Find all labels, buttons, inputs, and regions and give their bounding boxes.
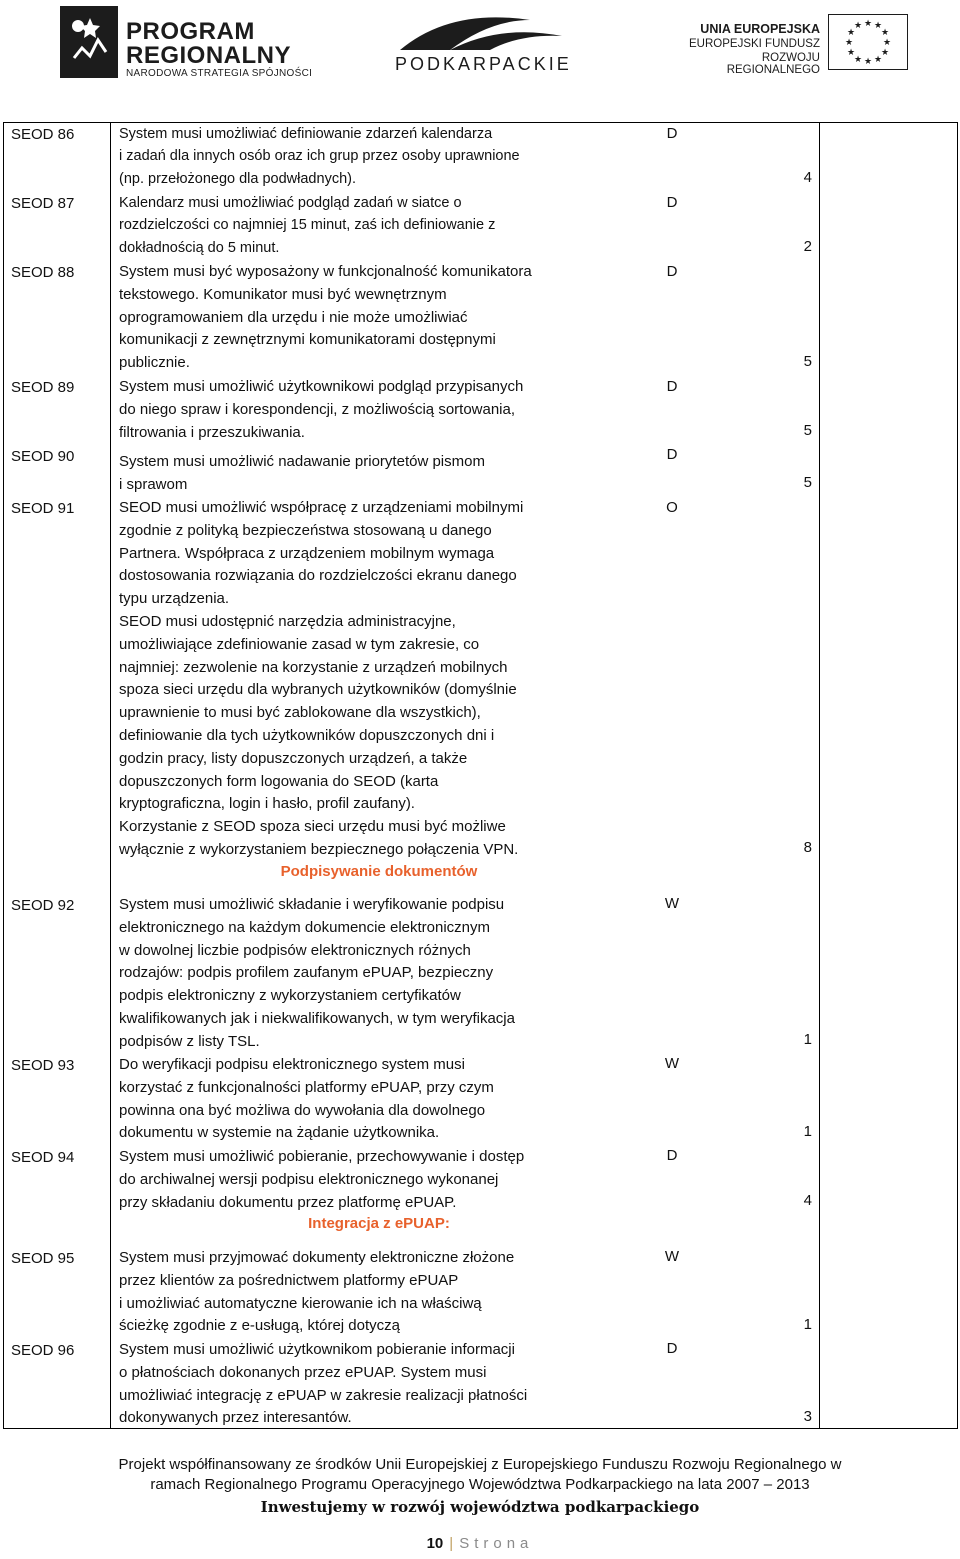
row-priority: W xyxy=(664,1055,680,1072)
description-line: SEOD musi umożliwić współpracę z urządzeniami mobilnymi xyxy=(119,499,524,516)
description-line: dokonywanych przez interesantów. xyxy=(119,1409,352,1427)
table-border-left xyxy=(3,122,4,1429)
footer-line2: ramach Regionalnego Programu Operacyjnego Województwa Podkarpackiego na lata 2007 – 2013 xyxy=(150,1476,810,1493)
section-title-signatures: Podpisywanie dokumentów xyxy=(280,863,478,880)
description-line: do archiwalnej wersji podpisu elektronicznego wykonanej xyxy=(119,1170,499,1188)
row-points: 1 xyxy=(803,1316,812,1333)
description-line: umożliwiające zdefiniowanie zasad w tym zakresie, co xyxy=(119,635,480,653)
podkarpackie-logo xyxy=(390,6,570,86)
svg-text:★: ★ xyxy=(873,21,883,31)
description-line: podpisów z listy TSL. xyxy=(119,1032,260,1050)
description-line: dostosowania rozwiązania do rozdzielczości ekranu danego xyxy=(119,567,517,585)
description-line: oprogramowaniem dla urzędu i nie może umożliwiać xyxy=(119,308,468,326)
row-description xyxy=(119,451,639,497)
description-line: definiowanie dla tych użytkowników dopuszczonych dni i xyxy=(119,726,495,744)
svg-text:★: ★ xyxy=(863,57,873,67)
description-line: SEOD musi udostępnić narzędzia administracyjne, xyxy=(119,612,456,630)
row-id: SEOD 93 xyxy=(11,1057,75,1074)
description-line: podpis elektroniczny z wykorzystaniem certyfikatów xyxy=(119,987,461,1005)
svg-text:★: ★ xyxy=(846,48,856,58)
description-line: typu urządzenia. xyxy=(119,590,230,608)
svg-text:★: ★ xyxy=(880,48,890,58)
row-priority: D xyxy=(666,125,678,142)
row-priority: O xyxy=(666,499,678,516)
description-line: System musi umożliwić nadawanie priorytetów pismom xyxy=(119,453,485,470)
row-description xyxy=(119,1054,639,1145)
description-line: dokładnością do 5 minut. xyxy=(119,239,280,256)
table-column-divider xyxy=(819,122,820,1429)
eu-logo-line1: UNIA EUROPEJSKA xyxy=(700,22,820,36)
svg-text:★: ★ xyxy=(844,38,854,48)
program-regionalny-logo xyxy=(48,4,318,84)
podkarpackie-logo-mark xyxy=(390,6,570,56)
description-line: wyłącznie z wykorzystaniem bezpiecznego połączenia VPN. xyxy=(119,840,519,858)
description-line: rozdzielczości co najmniej 15 minut, zaś ich definiowanie z xyxy=(119,217,496,234)
row-priority: D xyxy=(666,1147,678,1164)
row-priority: D xyxy=(666,263,678,280)
description-line: publicznie. xyxy=(119,354,190,372)
description-line: kwalifikowanych jak i niekwalifikowanych, w tym weryfikacja xyxy=(119,1009,515,1027)
program-logo-line2: REGIONALNY xyxy=(126,42,292,69)
row-points: 1 xyxy=(803,1031,812,1048)
svg-text:★: ★ xyxy=(882,38,892,48)
row-priority: D xyxy=(666,1340,678,1357)
description-line: dopuszczonych form logowania do SEOD (karta xyxy=(119,772,439,790)
row-description xyxy=(119,1146,639,1214)
description-line: dokumentu w systemie na żądanie użytkownika. xyxy=(119,1124,440,1142)
eu-logo-line3: ROZWOJU REGIONALNEGO xyxy=(726,52,820,76)
row-points: 1 xyxy=(803,1123,812,1140)
description-line: rodzajów: podpis profilem zaufanym ePUAP, bezpieczny xyxy=(119,964,494,982)
description-line: Partnera. Współpraca z urządzeniem mobilnym wymaga xyxy=(119,544,495,562)
footer-line1: Projekt współfinansowany ze środków Unii Europejskiej z Europejskiego Funduszu Rozwoju Regionalnego w xyxy=(118,1456,842,1473)
description-line: System musi przyjmować dokumenty elektroniczne złożone xyxy=(119,1249,515,1266)
eu-logo-line2: EUROPEJSKI FUNDUSZ xyxy=(689,38,820,50)
row-description xyxy=(119,261,639,375)
row-priority: D xyxy=(666,194,678,211)
row-priority: W xyxy=(664,1248,680,1265)
row-id: SEOD 92 xyxy=(11,897,75,914)
row-description xyxy=(119,192,639,259)
description-line: przez klientów za pośrednictwem platformy ePUAP xyxy=(119,1271,459,1289)
description-line: umożliwiać integrację z ePUAP w zakresie realizacji płatności xyxy=(119,1386,528,1404)
podkarpackie-logo-text: PODKARPACKIE xyxy=(395,54,572,74)
description-line: o płatnościach dokonanych przez ePUAP. System musi xyxy=(119,1363,487,1381)
row-priority: W xyxy=(664,895,680,912)
row-description xyxy=(119,894,639,1054)
description-line: i sprawom xyxy=(119,475,188,493)
description-line: System musi umożliwiać definiowanie zdarzeń kalendarza xyxy=(119,126,493,142)
table-column-divider xyxy=(110,122,111,1429)
eu-flag-icon xyxy=(828,14,908,70)
row-points: 2 xyxy=(803,238,812,255)
row-description xyxy=(119,123,639,190)
svg-text:★: ★ xyxy=(853,21,863,31)
description-line: (np. przełożonego dla podwładnych). xyxy=(119,170,356,187)
description-line: najmniej: zezwolenie na korzystanie z urządzeń mobilnych xyxy=(119,658,508,676)
program-logo-line3: NARODOWA STRATEGIA SPÓJNOŚCI xyxy=(126,68,313,79)
row-description xyxy=(119,1339,639,1430)
svg-text:★: ★ xyxy=(853,55,863,65)
description-line: tekstowego. Komunikator musi być wewnętrznym xyxy=(119,285,447,303)
row-points: 5 xyxy=(803,353,812,370)
description-line: i umożliwiać automatyczne kierowanie ich na właściwą xyxy=(119,1294,482,1312)
description-line: przy składaniu dokumentu przez platformę ePUAP. xyxy=(119,1193,457,1211)
description-line: w dowolnej liczbie podpisów elektronicznych różnych xyxy=(119,941,471,959)
description-line: Korzystanie z SEOD spoza sieci urzędu musi być możliwe xyxy=(119,818,506,836)
page-number-word: Strona xyxy=(459,1535,534,1552)
description-line: korzystać z funkcjonalności platformy ePUAP, przy czym xyxy=(119,1078,494,1096)
row-id: SEOD 90 xyxy=(11,448,75,465)
page-number-value: 10 xyxy=(426,1535,444,1552)
row-points: 5 xyxy=(803,422,812,439)
page-footer xyxy=(0,1455,960,1519)
row-id: SEOD 96 xyxy=(11,1342,75,1359)
description-line: Do weryfikacji podpisu elektronicznego system musi xyxy=(119,1056,465,1073)
description-line: Kalendarz musi umożliwiać podgląd zadań w siatce o xyxy=(119,195,462,211)
page-number xyxy=(0,1535,960,1552)
row-points: 3 xyxy=(803,1408,812,1425)
description-line: System musi umożliwić pobieranie, przechowywanie i dostęp xyxy=(119,1148,525,1165)
description-line: do niego spraw i korespondencji, z możliwością sortowania, xyxy=(119,400,516,418)
description-line: elektronicznego na każdym dokumencie elektronicznym xyxy=(119,918,491,936)
footer-slogan: Inwestujemy w rozwój województwa podkarpackiego xyxy=(260,1498,700,1516)
row-id: SEOD 94 xyxy=(11,1149,75,1166)
row-id: SEOD 87 xyxy=(11,195,75,212)
row-points: 5 xyxy=(803,474,812,491)
description-line: uprawnienie to musi być zablokowane dla wszystkich), xyxy=(119,704,481,722)
eu-logo xyxy=(680,10,950,80)
description-line: System musi być wyposażony w funkcjonalność komunikatora xyxy=(119,263,532,280)
row-id: SEOD 86 xyxy=(11,126,75,143)
description-line: powinna ona być możliwa do wywołania dla dowolnego xyxy=(119,1101,486,1119)
description-line: i zadań dla innych osób oraz ich grup przez osoby uprawnione xyxy=(119,148,520,165)
section-title-epuap: Integracja z ePUAP: xyxy=(308,1215,450,1232)
description-line: System musi umożliwić składanie i weryfikowanie podpisu xyxy=(119,896,505,913)
svg-text:★: ★ xyxy=(846,28,856,38)
table-border-right xyxy=(957,122,958,1429)
svg-text:★: ★ xyxy=(873,55,883,65)
description-line: System musi umożliwić użytkownikowi podgląd przypisanych xyxy=(119,378,524,395)
row-priority: D xyxy=(666,446,678,463)
row-points: 8 xyxy=(803,839,812,856)
row-id: SEOD 89 xyxy=(11,379,75,396)
description-line: spoza sieci urzędu dla wybranych użytkowników (domyślnie xyxy=(119,681,517,699)
description-line: System musi umożliwić użytkownikom pobieranie informacji xyxy=(119,1341,515,1358)
row-id: SEOD 91 xyxy=(11,500,75,517)
row-id: SEOD 95 xyxy=(11,1250,75,1267)
program-logo-line1: PROGRAM xyxy=(126,18,255,45)
description-line: zgodnie z polityką bezpieczeństwa stosowaną u danego xyxy=(119,521,492,539)
row-description xyxy=(119,376,639,444)
row-id: SEOD 88 xyxy=(11,264,75,281)
svg-text:★: ★ xyxy=(880,28,890,38)
row-points: 4 xyxy=(803,169,812,186)
row-priority: D xyxy=(666,378,678,395)
row-description xyxy=(119,497,639,862)
description-line: filtrowania i przeszukiwania. xyxy=(119,423,305,441)
description-line: komunikacji z zewnętrznymi komunikatorami dostępnymi xyxy=(119,331,496,349)
row-description xyxy=(119,1247,639,1338)
svg-text:★: ★ xyxy=(863,19,873,29)
page-header xyxy=(0,0,960,95)
program-logo-emblem xyxy=(60,6,118,78)
description-line: godzin pracy, listy dopuszczonych urządzeń, a także xyxy=(119,749,468,767)
description-line: kryptograficzna, login i hasło, profil zaufany). xyxy=(119,795,415,813)
page-number-separator: | xyxy=(449,1535,454,1552)
description-line: ścieżkę zgodnie z e-usługą, której dotyczą xyxy=(119,1317,400,1335)
row-points: 4 xyxy=(803,1192,812,1209)
